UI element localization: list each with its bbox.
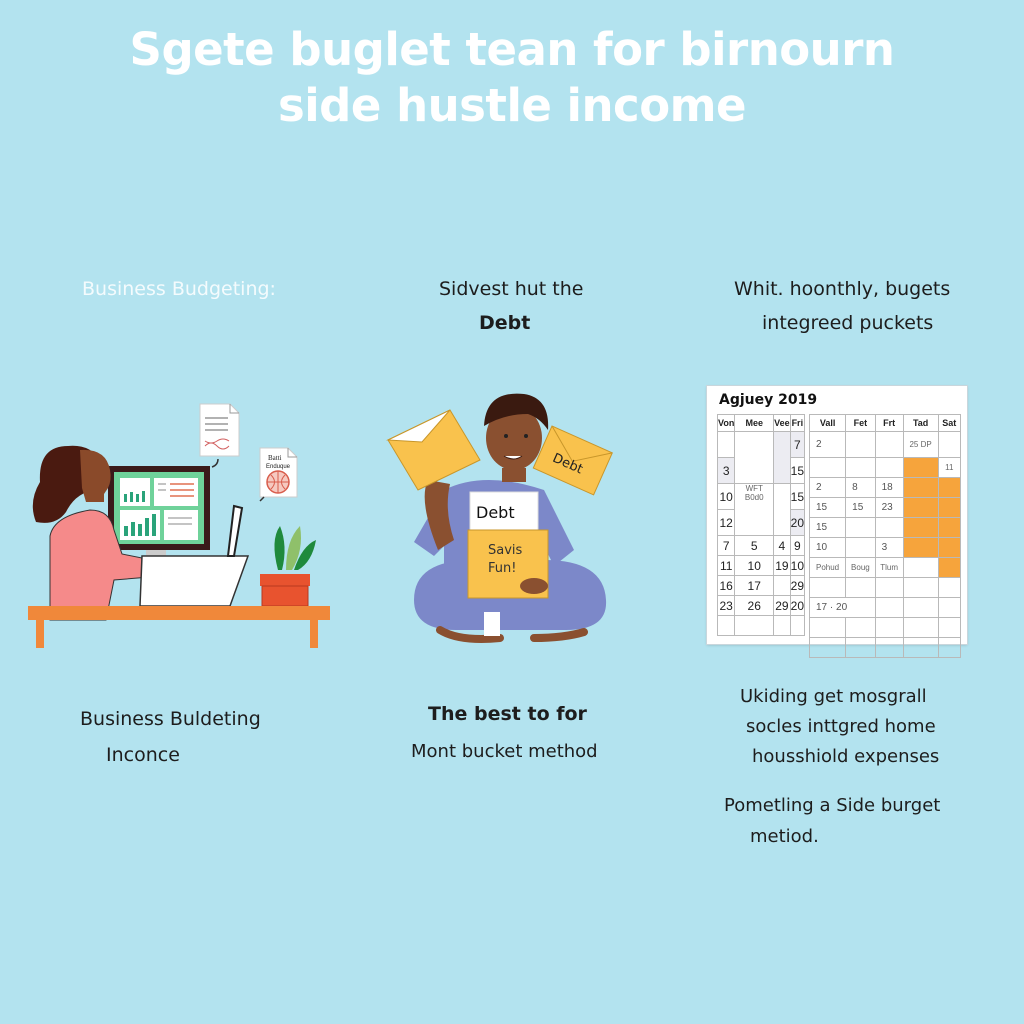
calendar-cell xyxy=(810,618,846,638)
calendar-cell: 7 xyxy=(790,432,804,458)
title-line-1: Sgete buglet tean for birnourn xyxy=(129,23,895,76)
calendar-cell xyxy=(846,432,875,458)
calendar-header: Fri xyxy=(790,415,804,432)
calendar-cell: 26 xyxy=(735,596,774,616)
calendar-cell: 20 xyxy=(790,510,804,536)
calendar-cell xyxy=(735,432,774,484)
envelope-right-label: Debt xyxy=(550,450,585,478)
svg-text:Savis: Savis xyxy=(488,543,523,558)
calendar-cell: 2 xyxy=(810,478,846,498)
calendar-cell: 12 xyxy=(718,510,735,536)
calendar-cell: 10 xyxy=(810,538,846,558)
page-title xyxy=(0,22,1024,134)
calendar-header: Fet xyxy=(846,415,875,432)
calendar-cell xyxy=(810,458,846,478)
svg-text:Fun!: Fun! xyxy=(488,561,517,576)
calendar-cell: 15 xyxy=(810,498,846,518)
calendar-cell xyxy=(774,616,791,636)
calendar-cell: 11 xyxy=(938,458,961,478)
calendar-cell: 15 xyxy=(790,484,804,510)
envelope-icon-left xyxy=(388,410,480,490)
calendar-cell: 5 xyxy=(735,536,774,556)
calendar-cell xyxy=(875,432,903,458)
calendar-cell: 23 xyxy=(875,498,903,518)
calendar-cell xyxy=(810,578,846,598)
calendar-cell: 16 xyxy=(718,576,735,596)
calendar-cell xyxy=(903,598,938,618)
calendar-cell xyxy=(846,578,875,598)
calendar-cell xyxy=(938,432,961,458)
calendar-cell xyxy=(875,598,903,618)
calendar-header: Vee xyxy=(774,415,791,432)
calendar-cell xyxy=(735,616,774,636)
calendar-cell-highlight xyxy=(903,538,938,558)
folder-card-label: Debt xyxy=(476,503,515,522)
calendar-cell: Pohud xyxy=(810,558,846,578)
calendar-cell: 7 xyxy=(718,536,735,556)
calendar-cell-highlight xyxy=(938,498,961,518)
calendar-cell xyxy=(875,638,903,658)
column-3-caption-line-2: socles inttgred home xyxy=(746,716,936,737)
calendar-cell: 2 xyxy=(810,432,846,458)
calendar-cell xyxy=(718,616,735,636)
calendar-cell: 18 xyxy=(875,478,903,498)
calendar-cell xyxy=(875,458,903,478)
calendar-cell-highlight xyxy=(938,478,961,498)
column-3-caption-line-5: metiod. xyxy=(750,826,819,847)
calendar-cell xyxy=(846,538,875,558)
calendar-cell: 20 xyxy=(790,596,804,616)
title-line-2: side hustle income xyxy=(277,79,747,132)
calendar-cell xyxy=(774,484,791,536)
calendar-cell: 10 xyxy=(790,556,804,576)
calendar-cell xyxy=(938,598,961,618)
calendar-cell: 19 xyxy=(774,556,791,576)
calendar-cell: 11 xyxy=(718,556,735,576)
calendar-cell: 3 xyxy=(718,458,735,484)
calendar-header: Frt xyxy=(875,415,903,432)
calendar-cell: 3 xyxy=(875,538,903,558)
calendar-cell-highlight xyxy=(903,518,938,538)
calendar-cell xyxy=(938,638,961,658)
calendar-cell: 15 xyxy=(846,498,875,518)
calendar-cell: 29 xyxy=(774,596,791,616)
globe-document-icon xyxy=(260,448,297,501)
envelope-icon-right xyxy=(533,426,612,495)
calendar-cell xyxy=(903,558,938,578)
calendar-header: Sat xyxy=(938,415,961,432)
calendar-header: Vall xyxy=(810,415,846,432)
column-3-heading-line-2: integreed puckets xyxy=(762,312,934,334)
calendar-cell xyxy=(875,578,903,598)
man-with-envelopes-illustration xyxy=(384,390,634,650)
computer-monitor-icon xyxy=(108,466,210,560)
calendar-cell-highlight xyxy=(903,498,938,518)
calendar-cell: 9 xyxy=(790,536,804,556)
savings-folder-icon xyxy=(468,492,548,598)
calendar-cell: 29 xyxy=(790,576,804,596)
monthly-calendar xyxy=(707,386,967,644)
column-3-heading-line-1: Whit. hoonthly, bugets xyxy=(734,278,951,300)
column-1-caption-line-2: Inconce xyxy=(106,744,180,766)
column-2-heading-line-2: Debt xyxy=(479,312,531,334)
calendar-cell: 23 xyxy=(718,596,735,616)
calendar-cell xyxy=(938,618,961,638)
calendar-cell: 25 DP xyxy=(903,432,938,458)
calendar-right-grid xyxy=(809,414,961,658)
calendar-cell: 10 xyxy=(735,556,774,576)
calendar-cell: 17 · 20 xyxy=(810,598,876,618)
column-1-heading: Business Budgeting: xyxy=(82,278,276,300)
calendar-header: Mee xyxy=(735,415,774,432)
calendar-title: Agjuey 2019 xyxy=(719,392,818,408)
column-3-caption-line-1: Ukiding get mosgrall xyxy=(740,686,927,707)
calendar-cell: 8 xyxy=(846,478,875,498)
spreadsheet-document-icon xyxy=(200,404,239,467)
svg-text:Enduque: Enduque xyxy=(266,464,291,470)
calendar-header: Tad xyxy=(903,415,938,432)
calendar-cell xyxy=(846,458,875,478)
calendar-cell: WFT B0d0 xyxy=(735,484,774,536)
potted-plant-icon xyxy=(260,526,316,606)
calendar-cell: 15 xyxy=(790,458,804,484)
calendar-cell xyxy=(903,578,938,598)
calendar-cell-highlight xyxy=(903,458,938,478)
calendar-cell: 17 xyxy=(735,576,774,596)
calendar-cell xyxy=(774,432,791,484)
calendar-cell-highlight xyxy=(938,558,961,578)
calendar-cell xyxy=(846,618,875,638)
calendar-header: Von xyxy=(718,415,735,432)
column-3-caption-line-3: housshiold expenses xyxy=(752,746,940,767)
column-2-caption-line-2: Mont bucket method xyxy=(411,741,598,762)
calendar-cell: 10 xyxy=(718,484,735,510)
calendar-cell xyxy=(774,576,791,596)
calendar-cell xyxy=(846,638,875,658)
calendar-cell: Boug xyxy=(846,558,875,578)
calendar-left-grid xyxy=(717,414,805,636)
desk-icon xyxy=(28,606,330,648)
calendar-cell xyxy=(790,616,804,636)
calendar-cell-highlight xyxy=(938,538,961,558)
calendar-cell xyxy=(846,518,875,538)
calendar-cell: 4 xyxy=(774,536,791,556)
calendar-cell xyxy=(718,432,735,458)
column-3-caption-line-4: Pometling a Side burget xyxy=(724,795,941,816)
svg-text:Batti: Batti xyxy=(268,454,282,462)
calendar-cell xyxy=(903,638,938,658)
calendar-cell xyxy=(903,618,938,638)
calendar-cell: 15 xyxy=(810,518,846,538)
calendar-cell xyxy=(875,618,903,638)
calendar-cell xyxy=(938,578,961,598)
woman-at-desk-illustration xyxy=(28,398,338,650)
column-2-heading-line-1: Sidvest hut the xyxy=(439,278,584,300)
column-1-caption-line-1: Business Buldeting xyxy=(80,708,261,730)
calendar-cell xyxy=(810,638,846,658)
calendar-cell-highlight xyxy=(938,518,961,538)
column-2-caption-line-1: The best to for xyxy=(428,703,587,725)
calendar-cell xyxy=(875,518,903,538)
calendar-cell: Tlum xyxy=(875,558,903,578)
calendar-cell-highlight xyxy=(903,478,938,498)
